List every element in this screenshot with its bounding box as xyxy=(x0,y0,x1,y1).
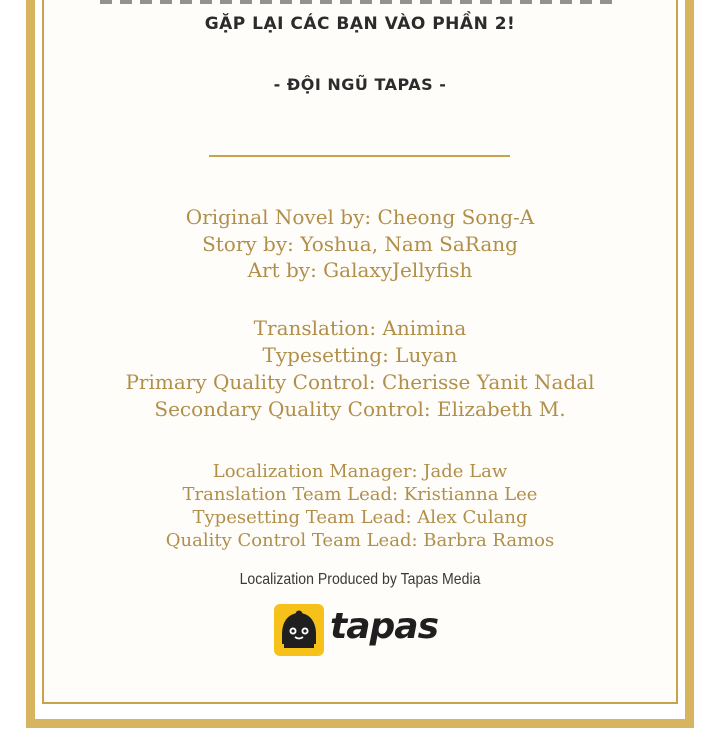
credits-group-creators xyxy=(0,204,720,284)
credit-translation-lead: Translation Team Lead: Kristianna Lee xyxy=(182,484,538,505)
produced-by-text: Localization Produced by Tapas Media xyxy=(239,571,481,588)
tapas-wordmark: tapas xyxy=(330,606,438,647)
tapas-mascot-icon xyxy=(274,604,324,656)
see-you-part-2-text: GẶP LẠI CÁC BẠN VÀO PHẦN 2! xyxy=(204,14,516,34)
tapas-logo xyxy=(274,604,449,658)
credit-localization-manager: Localization Manager: Jade Law xyxy=(212,461,508,482)
credit-art: Art by: GalaxyJellyfish xyxy=(247,258,473,282)
credit-original-novel: Original Novel by: Cheong Song-A xyxy=(185,205,535,229)
credits-group-leads xyxy=(0,460,720,552)
credit-translation: Translation: Animina xyxy=(253,316,467,340)
credit-typesetting-lead: Typesetting Team Lead: Alex Culang xyxy=(192,507,528,528)
credit-story: Story by: Yoshua, Nam SaRang xyxy=(202,231,518,256)
credit-secondary-qc: Secondary Quality Control: Elizabeth M. xyxy=(154,397,566,421)
gold-divider xyxy=(209,155,510,157)
credit-typesetting: Typesetting: Luyan xyxy=(262,343,458,367)
credit-primary-qc: Primary Quality Control: Cherisse Yanit Nadal xyxy=(125,370,595,394)
tapas-team-signature: - ĐỘI NGŨ TAPAS - xyxy=(273,75,447,94)
cut-off-text-line xyxy=(100,0,620,4)
credits-group-translation xyxy=(0,315,720,423)
credit-qc-lead: Quality Control Team Lead: Barbra Ramos xyxy=(165,530,555,551)
